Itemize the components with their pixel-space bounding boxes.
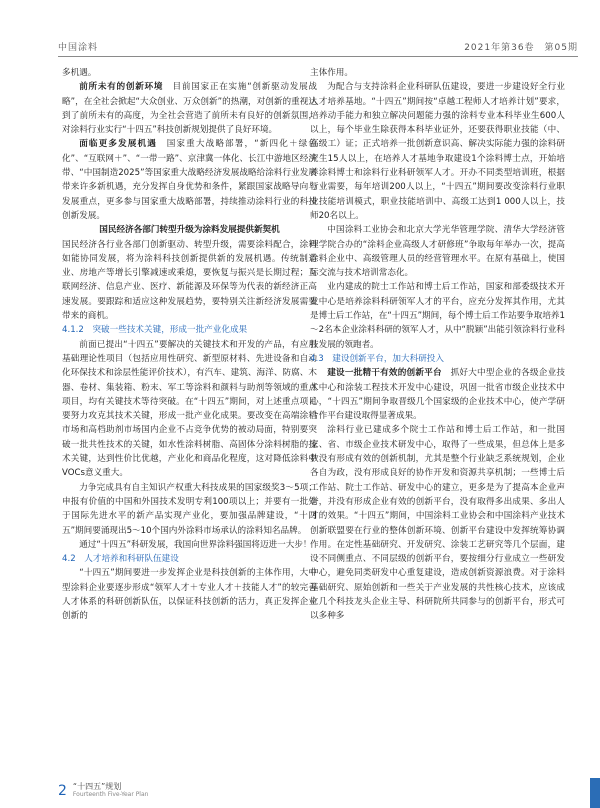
paragraph: 主体作用。 [310, 68, 353, 78]
paragraph: 建设一批精干有效的创新平台 抓好大中型企业的各级企业技术中心和涂装工程技术开发中心建设，巩固一批省市级企业技术中心，“十四五”期间争取晋级几个国家级的企业技术中心，使产学研合作平台建设取得显著成果。 [310, 368, 565, 422]
journal-name: 中国涂料 [58, 43, 99, 53]
footer-label: “十四五”规划 [72, 782, 122, 791]
corner-decoration [590, 778, 600, 808]
section-heading: 4.2 人才培养和科研队伍建设 [62, 554, 179, 565]
paragraph: 为配合与支持涂料企业科研队伍建设，要进一步建设好全行业人才培养基地。“十四五”期间按“卓越工程师人才培养计划”要求，培养动手能力和独立解决问题能力强的涂料专业本科毕业生600人以上，每个毕业生除获得本科毕业证外，还要获得职业技能（中、高级工）证；正式培养一批创新意识高、解决实际能力强的涂料研究生15人以上，在培养人才基地争取建设1个涂料博士点，开始培养涂料博士和涂料行业科研领军人才。开办不同类型培训班，根据行业需要，每年培训200人以上，“十四五”期间要改变涂料行业职业技能培训模式，职业技能培训中、高级工达到1 000人以上，技师20名以上。 [310, 82, 565, 221]
paragraph-lead: 前所未有的创新环境 [79, 82, 164, 93]
right-column [310, 66, 565, 624]
paragraph-lead: 建设一批精干有效的创新平台 [327, 368, 442, 379]
paragraph: 通过“十四五”科研发展，我国向世界涂料强国将迈进一大步！ [79, 539, 312, 550]
footer-label-block [73, 782, 149, 798]
paragraph: 前所未有的创新环境 目前国家正在实施“创新驱动发展战略”，在全社会掀起“大众创业、万众创新”的热潮，对创新的重视达到了前所未有的高度，为全社会营造了前所未有良好的创新氛围，对涂料行业实行“十四五”科技创新规划提供了良好环境。 [62, 82, 317, 136]
issue-info: 2021年第36卷 第05期 [464, 43, 578, 53]
paragraph: “十四五”期间要进一步发挥企业是科技创新的主体作用，大中型涂料企业要逐步形成“领军人才＋专业人才＋技能人才”的较完善人才体系的科研创新队伍，以保证科技创新的活力，真正发挥企业创新的 [62, 568, 317, 622]
running-header [58, 40, 578, 57]
paragraph: 力争完成具有自主知识产权重大科技成果的国家级奖3～5项；申报有价值的中国和外国技术发明专利100项以上；并要有一批处于国际先进水平的新产品实现产业化，要加强品牌建设，“十四五”期间要涌现出5～10个国内外涂料市场承认的涂料知名品牌。 [62, 482, 317, 536]
page-number: 2 [58, 783, 67, 799]
left-column [62, 66, 317, 624]
section-heading: 4.1.2 突破一些技术关键，形成一批产业化成果 [62, 325, 248, 336]
page-footer [58, 782, 148, 798]
paragraph: 业内建成的院士工作站和博士后工作站，国家和部委级技术开发中心是培养涂料科研领军人才的平台，应充分发挥其作用，尤其是博士后工作站，在“十四五”期间，每个博士后工作站要争取培养1～2名本企业涂料科研的领军人才，从中“脱颖”出能引领涂料行业科技发展的领跑者。 [310, 282, 565, 350]
paragraph: 面临更多发展机遇 国家重大战略部署，“新四化＋绿色化”、“互联网＋”、“一带一路”、京津冀一体化、长江中游地区经济带、“中国制造2025”等国家重大战略经济发展战略给涂料行业发展带来许多新机遇，充分发挥自身优势和条件，紧跟国家战略导向与发展重点，更多参与国家重大战略部署，持续推动涂料行业的科技创新发展。 [62, 139, 317, 221]
subheading: 国民经济各部门转型升级为涂料发展提供新契机 [99, 225, 280, 236]
paragraph: 国民经济各行业各部门创新驱动、转型升级，需要涂料配合，涂料如能协同发展，将为涂料科技创新提供新的发展机遇。传统制造业、房地产等增长引擎减速或乘熄，要恢复与振兴是长期过程；互联网经济、信息产业、医疗、新能源及环保等为代表的新经济正高速发展。要跟踪和适应这种发展趋势，要特别关注新经济发展需要带来的商机。 [62, 239, 317, 322]
paragraph: 涂料行业已建成多个院士工作站和博士后工作站，和一批国家、省、市级企业技术研发中心，取得了一些成果，但总体上是多数没有形成有效的创新机制，尤其是整个行业缺乏系统规划，企业各自为政，没有形成良好的协作开发和资源共享机制；一些博士后工作站、院士工作站、研发中心的建立，更多是为了提高本企业声誉，并没有形成企业有效的创新平台，没有取得多出成果、多出人才的效果。“十四五”期间，中国涂料工业协会和中国涂料产业技术创新联盟要在行业的整体创新环境、创新平台建设中发挥统筹协调作用。在定性基础研究、开发研究、涂装工艺研究等几个层面，建设不同侧重点、不同层级的创新平台，要按细分行业成立一些研发中心，避免同类研发中心重复建设，造成创新资源浪费。对于涂料基础研究、原始创新和一些关于产业发展的共性核心技术，应该成立几个科技龙头企业主导、科研院所共同参与的创新平台，形式可以多种多 [310, 425, 565, 622]
paragraph-lead: 面临更多发展机遇 [79, 139, 157, 150]
footer-sublabel: Fourteenth Five-Year Plan [72, 791, 149, 798]
paragraph: 中国涂料工业协会和北京大学光华管理学院、清华大学经济管理学院合办的“涂料企业高级人才研修班”争取每年举办一次，提高涂料企业中、高级管理人员的经营管理水平。在原有基础上，使国际交流与技术培训常态化。 [310, 225, 565, 279]
paragraph: 前面已提出“十四五”要解决的关键技术和开发的产品，有应用基础理论性项目（包括应用性研究、新型原材料、先进设备和自动化环保技术和涂层性能评价技术），有汽车、建筑、海洋、防腐、木器、卷材、集装箱、粉末、军工等涂料和颜料与助剂等领域的重点项目，均有关键技术等待突破。在“十四五”期间，对上述重点项目要努力攻克其技术关键，形成一批产业化成果。要改变在高端涂料市场和高档助剂市场国内企业不占竞争优势的被动局面，特别要突破一批共性技术的关键，如水性涂料树脂、高固体分涂料树脂的技术关键，达到性价比优越，产业化和商品化程度，这对降低涂料中VOCs意义重大。 [62, 339, 317, 479]
paragraph: 多机遇。 [62, 68, 97, 78]
section-heading: 4.3 建设创新平台，加大科研投入 [310, 353, 444, 364]
